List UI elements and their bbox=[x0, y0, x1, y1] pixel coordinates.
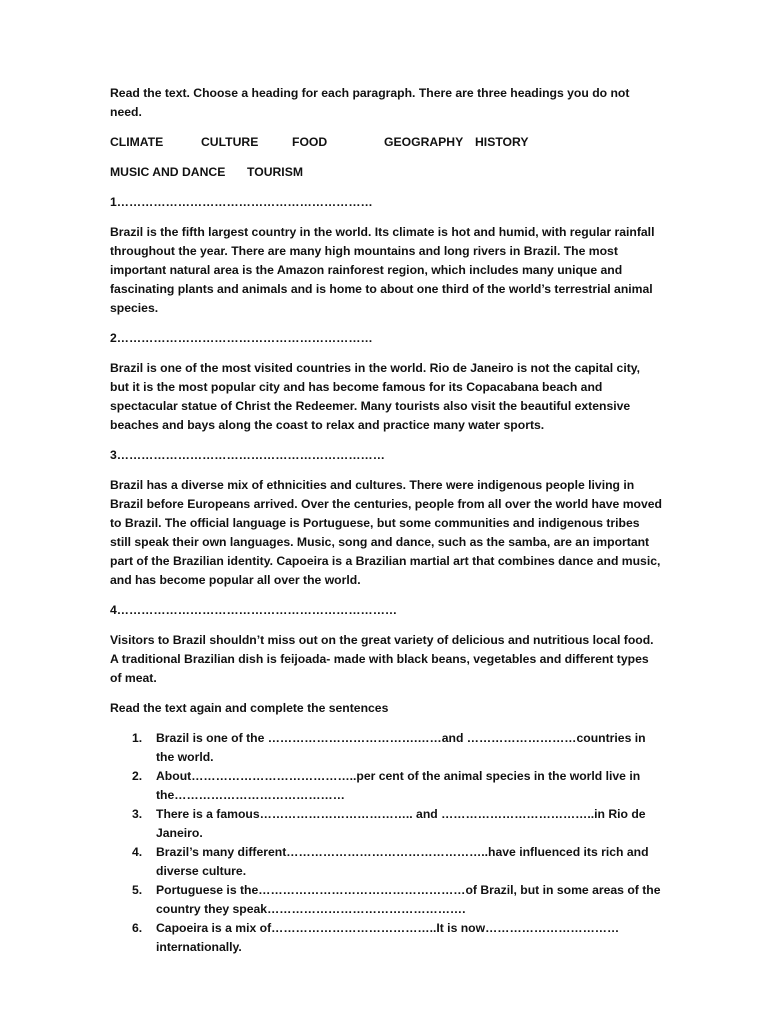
sentence-item bbox=[110, 767, 662, 805]
sentence-number: 5. bbox=[132, 883, 143, 897]
sentence-text: Capoeira is a mix of…………………………………..It is now……………………………internationally. bbox=[156, 921, 620, 954]
sentence-text: There is a famous……………………………….. and ………………………………..in Rio de Janeiro. bbox=[156, 807, 646, 840]
heading-blank-4: 4…………………………………………………………… bbox=[110, 603, 398, 617]
instruction-text: Read the text. Choose a heading for each paragraph. There are three headings you do not need. bbox=[110, 86, 630, 119]
heading-option: CULTURE bbox=[201, 135, 259, 149]
sentence-item bbox=[110, 881, 662, 919]
task-2-title: Read the text again and complete the sentences bbox=[110, 701, 389, 715]
heading-blank-2: 2……………………………………………………… bbox=[110, 331, 373, 345]
heading-option: HISTORY bbox=[475, 135, 529, 149]
sentence-number: 3. bbox=[132, 807, 143, 821]
sentence-number: 4. bbox=[132, 845, 143, 859]
heading-option: CLIMATE bbox=[110, 135, 164, 149]
paragraph-4: Visitors to Brazil shouldn’t miss out on the great variety of delicious and nutritious local food. A traditional Brazilian dish is feijoada- made with black beans, vegetables and different types of meat. bbox=[110, 633, 654, 685]
sentence-item bbox=[110, 843, 662, 881]
sentence-text: About…………………………………..per cent of the animal species in the world live in the…………………………………… bbox=[156, 769, 641, 802]
sentence-item bbox=[110, 805, 662, 843]
heading-option: FOOD bbox=[292, 135, 328, 149]
heading-blank-3: 3………………………………………………………… bbox=[110, 448, 385, 462]
worksheet-content bbox=[110, 84, 662, 957]
heading-option: TOURISM bbox=[247, 165, 303, 179]
sentence-text: Brazil is one of the ……………………………….……and ………………………countries in the world. bbox=[156, 731, 646, 764]
sentence-item bbox=[110, 729, 662, 767]
paragraph-1: Brazil is the fifth largest country in the world. Its climate is hot and humid, with regular rainfall throughout the year. There are many high mountains and long rivers in Brazil. The most important natural area is the Amazon rainforest region, which includes many unique and fascinating plants and animals and is home to about one third of the world’s terrestrial animal species. bbox=[110, 225, 655, 315]
headings-row-2 bbox=[110, 163, 662, 182]
sentence-item bbox=[110, 919, 662, 957]
headings-row-1 bbox=[110, 133, 662, 152]
heading-option: MUSIC AND DANCE bbox=[110, 165, 226, 179]
heading-option: GEOGRAPHY bbox=[384, 135, 464, 149]
sentence-text: Brazil’s many different…………………………………………..have influenced its rich and diverse culture. bbox=[156, 845, 649, 878]
paragraph-2: Brazil is one of the most visited countries in the world. Rio de Janeiro is not the capital city, but it is the most popular city and has become famous for its Copacabana beach and spectacular statue of Christ the Redeemer. Many tourists also visit the beautiful extensive beaches and bays along the coast to relax and practice many water sports. bbox=[110, 361, 641, 432]
sentence-number: 6. bbox=[132, 921, 143, 935]
paragraph-3: Brazil has a diverse mix of ethnicities and cultures. There were indigenous people living in Brazil before Europeans arrived. Over the centuries, people from all over the world have moved to Brazil. The official language is Portuguese, but some communities and indigenous tribes still speak their own languages. Music, song and dance, such as the samba, are an important part of the Brazilian identity. Capoeira is a Brazilian martial art that combines dance and music, and has become popular all over the world. bbox=[110, 478, 662, 587]
sentence-number: 1. bbox=[132, 731, 143, 745]
heading-blank-1: 1……………………………………………………… bbox=[110, 195, 373, 209]
sentence-number: 2. bbox=[132, 769, 143, 783]
sentence-list bbox=[110, 729, 662, 957]
sentence-text: Portuguese is the……………………………………………of Brazil, but in some areas of the country they speak…………………………………………. bbox=[156, 883, 661, 916]
